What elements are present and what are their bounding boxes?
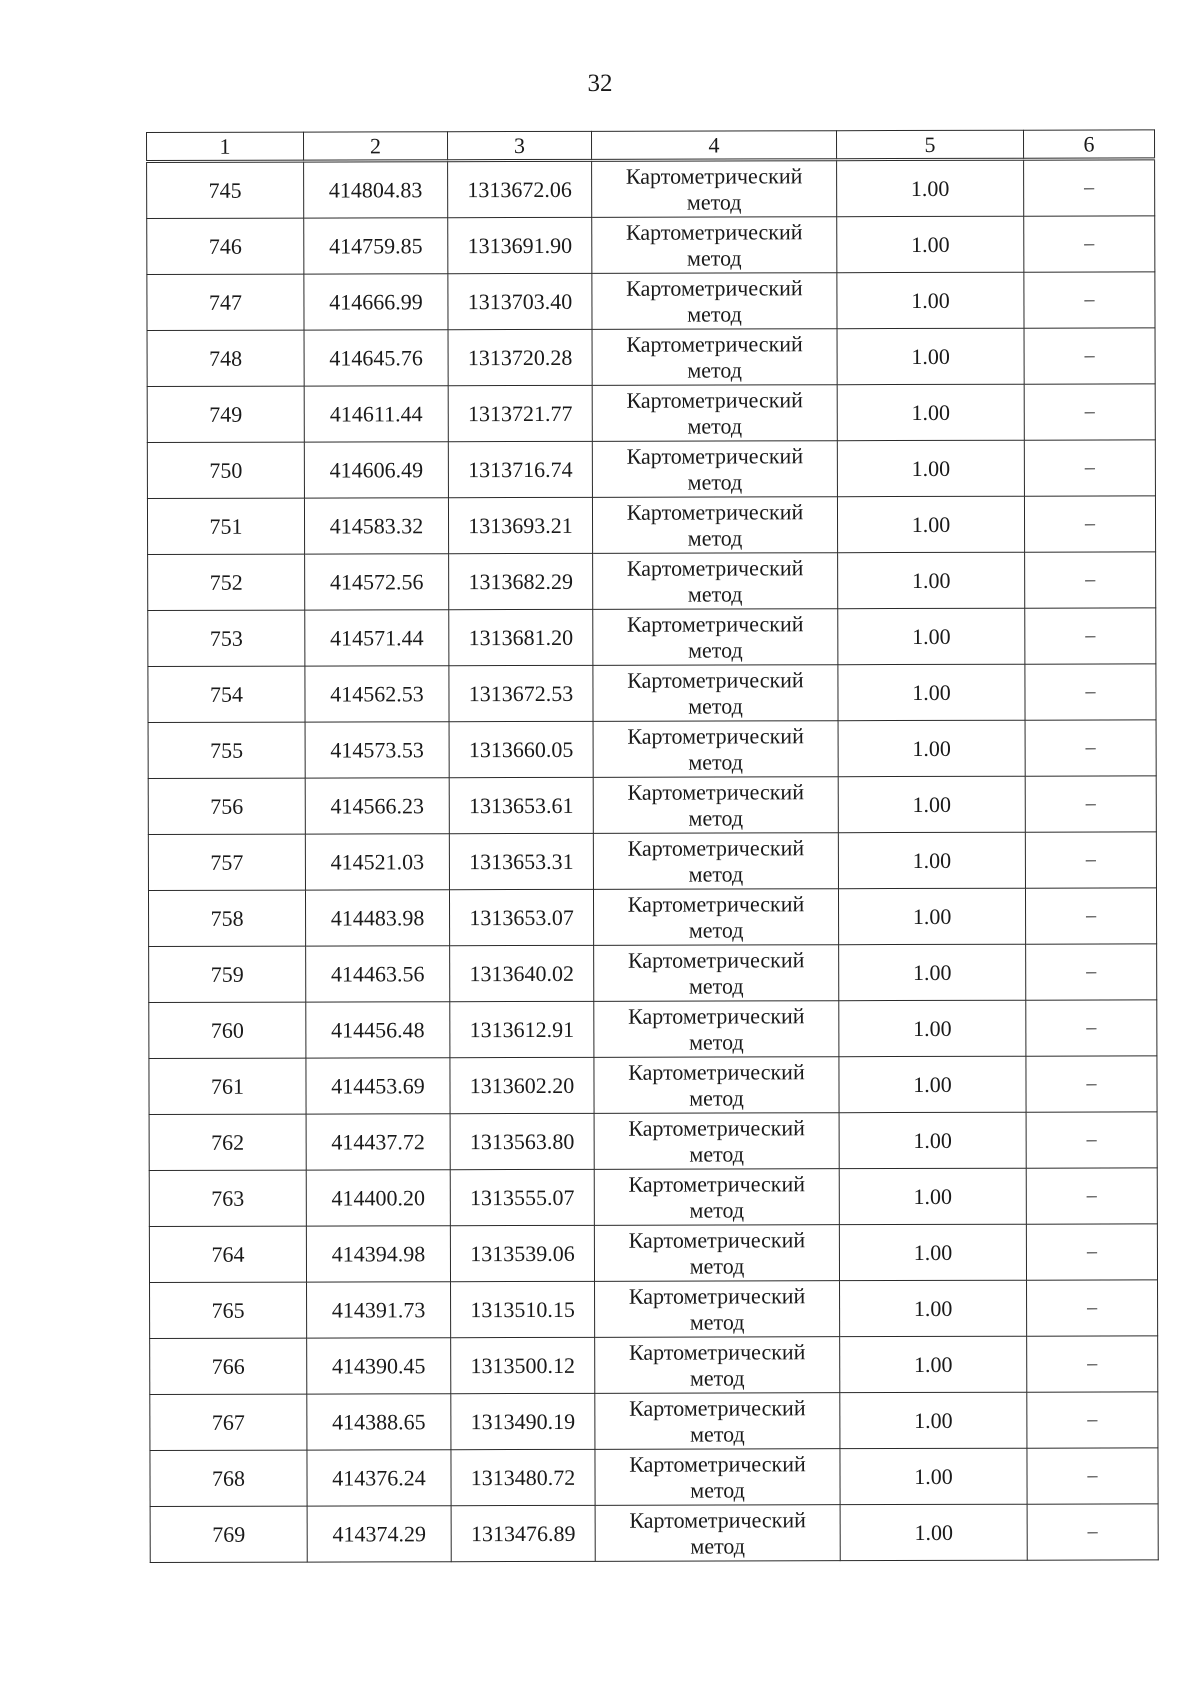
method-cell: [592, 497, 837, 554]
method-line-1: Картометрический: [627, 778, 804, 805]
method-cell: [592, 273, 837, 330]
y-coordinate-cell: 1313691.90: [448, 217, 592, 273]
note-cell: –: [1025, 720, 1156, 776]
method-line-2: метод: [687, 524, 743, 551]
header-cell-4: 4: [591, 131, 836, 161]
x-coordinate-cell: 414573.53: [305, 722, 449, 778]
y-coordinate-cell: 1313510.15: [451, 1281, 595, 1337]
note-cell: –: [1027, 1280, 1158, 1336]
header-cell-6: 6: [1023, 130, 1154, 159]
accuracy-cell: 1.00: [840, 1336, 1027, 1392]
table-row: [147, 496, 1155, 555]
method-cell: [593, 609, 838, 666]
accuracy-cell: 1.00: [840, 1448, 1027, 1504]
y-coordinate-cell: 1313721.77: [448, 385, 592, 441]
accuracy-cell: 1.00: [839, 1000, 1026, 1056]
x-coordinate-cell: 414804.83: [304, 161, 448, 218]
method-line-1: Картометрический: [625, 218, 803, 245]
method-line-2: метод: [689, 1308, 745, 1335]
point-number-cell: 748: [147, 330, 304, 386]
note-cell: –: [1025, 552, 1156, 608]
x-coordinate-cell: 414437.72: [306, 1114, 450, 1170]
note-cell: –: [1026, 1168, 1157, 1224]
y-coordinate-cell: 1313653.31: [449, 833, 593, 889]
x-coordinate-cell: 414759.85: [304, 218, 448, 274]
method-line-1: Картометрический: [628, 1058, 805, 1085]
table-row: [148, 776, 1156, 835]
method-line-2: метод: [688, 804, 744, 831]
table-row: [147, 328, 1155, 387]
x-coordinate-cell: 414376.24: [307, 1450, 451, 1506]
accuracy-cell: 1.00: [837, 496, 1024, 552]
x-coordinate-cell: 414483.98: [305, 890, 449, 946]
y-coordinate-cell: 1313539.06: [450, 1225, 594, 1281]
page-number: 32: [587, 70, 613, 97]
y-coordinate-cell: 1313612.91: [450, 1001, 594, 1057]
method-cell: [594, 1057, 839, 1114]
y-coordinate-cell: 1313672.53: [449, 665, 593, 721]
x-coordinate-cell: 414521.03: [305, 834, 449, 890]
method-cell: [593, 889, 838, 946]
table-row: [148, 608, 1156, 667]
point-number-cell: 753: [148, 610, 305, 666]
method-line-1: Картометрический: [627, 834, 805, 861]
y-coordinate-cell: 1313500.12: [451, 1337, 595, 1393]
method-line-2: метод: [689, 1252, 745, 1279]
point-number-cell: 746: [147, 218, 304, 274]
method-line-1: Картометрический: [627, 946, 805, 973]
table-row: [149, 1112, 1157, 1171]
y-coordinate-cell: 1313720.28: [448, 329, 592, 385]
y-coordinate-cell: 1313716.74: [448, 441, 592, 497]
method-cell: [594, 1225, 839, 1282]
note-cell: –: [1027, 1504, 1158, 1560]
method-cell: [592, 329, 837, 386]
method-line-1: Картометрический: [628, 1338, 806, 1365]
accuracy-cell: 1.00: [840, 1392, 1027, 1448]
table-row: [148, 664, 1156, 723]
method-line-1: Картометрический: [627, 666, 804, 693]
table-row: [149, 1056, 1157, 1115]
x-coordinate-cell: 414374.29: [307, 1506, 451, 1562]
method-line-2: метод: [688, 692, 743, 719]
accuracy-cell: 1.00: [839, 1056, 1026, 1112]
accuracy-cell: 1.00: [838, 552, 1025, 608]
method-line-2: метод: [689, 1084, 744, 1111]
method-line-2: метод: [690, 1532, 746, 1559]
note-cell: –: [1025, 664, 1156, 720]
y-coordinate-cell: 1313660.05: [449, 721, 593, 777]
method-line-1: Картометрический: [628, 1002, 805, 1029]
note-cell: –: [1024, 496, 1155, 552]
note-cell: –: [1026, 1056, 1157, 1112]
method-cell: [595, 1505, 840, 1562]
accuracy-cell: 1.00: [839, 944, 1026, 1000]
accuracy-cell: 1.00: [838, 720, 1025, 776]
method-line-1: Картометрический: [627, 610, 804, 637]
x-coordinate-cell: 414394.98: [306, 1226, 450, 1282]
method-line-1: Картометрический: [629, 1394, 806, 1421]
note-cell: –: [1025, 776, 1156, 832]
accuracy-cell: 1.00: [838, 832, 1025, 888]
method-cell: [593, 721, 838, 778]
method-line-1: Картометрический: [626, 274, 803, 301]
point-number-cell: 757: [148, 834, 305, 890]
point-number-cell: 747: [147, 274, 304, 330]
method-cell: [595, 1281, 840, 1338]
y-coordinate-cell: 1313693.21: [448, 497, 592, 553]
method-line-1: Картометрический: [629, 1506, 806, 1533]
table-row: [149, 1168, 1157, 1227]
table-row: [150, 1504, 1158, 1563]
table-row: [148, 720, 1156, 779]
table-row: [147, 440, 1155, 499]
point-number-cell: 765: [150, 1282, 307, 1338]
y-coordinate-cell: 1313555.07: [450, 1169, 594, 1225]
accuracy-cell: 1.00: [840, 1280, 1027, 1336]
y-coordinate-cell: 1313653.61: [449, 777, 593, 833]
note-cell: –: [1026, 944, 1157, 1000]
table-row: [147, 216, 1155, 275]
method-cell: [592, 160, 837, 218]
y-coordinate-cell: 1313490.19: [451, 1393, 595, 1449]
y-coordinate-cell: 1313640.02: [450, 945, 594, 1001]
x-coordinate-cell: 414562.53: [305, 666, 449, 722]
method-cell: [592, 217, 837, 274]
table-header: [147, 130, 1155, 162]
y-coordinate-cell: 1313681.20: [449, 609, 593, 665]
accuracy-cell: 1.00: [839, 1168, 1026, 1224]
method-cell: [593, 833, 838, 890]
table-row: [147, 272, 1155, 331]
note-cell: –: [1024, 159, 1155, 216]
method-line-1: Картометрический: [626, 330, 803, 357]
x-coordinate-cell: 414583.32: [304, 498, 448, 554]
point-number-cell: 751: [147, 498, 304, 554]
method-line-2: метод: [689, 1364, 745, 1391]
point-number-cell: 749: [147, 386, 304, 442]
method-cell: [594, 1169, 839, 1226]
table-row: [149, 1000, 1157, 1059]
x-coordinate-cell: 414391.73: [307, 1282, 451, 1338]
point-number-cell: 761: [149, 1058, 306, 1114]
table-row: [150, 1336, 1158, 1395]
point-number-cell: 758: [148, 890, 305, 946]
point-number-cell: 762: [149, 1114, 306, 1170]
note-cell: –: [1025, 888, 1156, 944]
note-cell: –: [1027, 1448, 1158, 1504]
method-cell: [593, 665, 838, 722]
note-cell: –: [1027, 1336, 1158, 1392]
note-cell: –: [1024, 384, 1155, 440]
accuracy-cell: 1.00: [837, 384, 1024, 440]
accuracy-cell: 1.00: [837, 328, 1024, 384]
header-cell-3: 3: [448, 131, 592, 160]
table-row: [147, 384, 1155, 443]
table-row: [150, 1280, 1158, 1339]
method-line-2: метод: [689, 1140, 744, 1167]
method-line-2: метод: [687, 356, 742, 383]
method-line-2: метод: [687, 580, 743, 607]
note-cell: –: [1027, 1392, 1158, 1448]
note-cell: –: [1025, 832, 1156, 888]
x-coordinate-cell: 414606.49: [304, 442, 448, 498]
method-line-2: метод: [688, 748, 743, 775]
point-number-cell: 767: [150, 1394, 307, 1450]
coordinates-table: [146, 129, 1159, 1563]
accuracy-cell: 1.00: [837, 159, 1024, 216]
accuracy-cell: 1.00: [838, 888, 1025, 944]
accuracy-cell: 1.00: [838, 664, 1025, 720]
x-coordinate-cell: 414566.23: [305, 778, 449, 834]
method-line-1: Картометрический: [628, 1282, 806, 1309]
table-row: [149, 944, 1157, 1003]
method-line-1: Картометрический: [628, 1226, 806, 1253]
method-line-2: метод: [688, 860, 744, 887]
method-cell: [594, 1001, 839, 1058]
header-row: [147, 130, 1155, 162]
accuracy-cell: 1.00: [838, 776, 1025, 832]
x-coordinate-cell: 414645.76: [304, 330, 448, 386]
method-line-2: метод: [688, 972, 744, 999]
header-cell-2: 2: [304, 132, 448, 161]
header-cell-1: 1: [147, 132, 304, 161]
header-cell-5: 5: [836, 130, 1023, 159]
method-line-2: метод: [687, 468, 743, 495]
y-coordinate-cell: 1313672.06: [448, 160, 592, 217]
method-line-1: Картометрический: [626, 498, 804, 525]
method-line-1: Картометрический: [626, 442, 804, 469]
method-line-1: Картометрический: [628, 1114, 805, 1141]
x-coordinate-cell: 414463.56: [306, 946, 450, 1002]
point-number-cell: 756: [148, 778, 305, 834]
table-row: [147, 159, 1155, 219]
point-number-cell: 754: [148, 666, 305, 722]
note-cell: –: [1024, 216, 1155, 272]
y-coordinate-cell: 1313682.29: [449, 553, 593, 609]
table-body: [147, 159, 1159, 1563]
x-coordinate-cell: 414572.56: [305, 554, 449, 610]
note-cell: –: [1024, 328, 1155, 384]
method-line-2: метод: [687, 244, 742, 271]
method-cell: [594, 945, 839, 1002]
accuracy-cell: 1.00: [837, 272, 1024, 328]
accuracy-cell: 1.00: [837, 440, 1024, 496]
y-coordinate-cell: 1313563.80: [450, 1113, 594, 1169]
point-number-cell: 766: [150, 1338, 307, 1394]
accuracy-cell: 1.00: [839, 1112, 1026, 1168]
x-coordinate-cell: 414390.45: [307, 1338, 451, 1394]
method-cell: [593, 553, 838, 610]
method-cell: [595, 1393, 840, 1450]
y-coordinate-cell: 1313703.40: [448, 273, 592, 329]
method-line-2: метод: [687, 412, 743, 439]
method-cell: [593, 777, 838, 834]
x-coordinate-cell: 414611.44: [304, 386, 448, 442]
method-cell: [595, 1449, 840, 1506]
method-line-2: метод: [689, 1028, 744, 1055]
x-coordinate-cell: 414453.69: [306, 1058, 450, 1114]
point-number-cell: 763: [149, 1170, 306, 1226]
point-number-cell: 752: [148, 554, 305, 610]
point-number-cell: 745: [147, 161, 304, 218]
y-coordinate-cell: 1313476.89: [451, 1505, 595, 1561]
x-coordinate-cell: 414571.44: [305, 610, 449, 666]
method-line-2: метод: [690, 1420, 745, 1447]
table-row: [150, 1448, 1158, 1507]
method-line-1: Картометрический: [627, 890, 805, 917]
accuracy-cell: 1.00: [837, 216, 1024, 272]
method-cell: [594, 1113, 839, 1170]
table-row: [149, 1224, 1157, 1283]
method-line-2: метод: [686, 188, 742, 215]
table-row: [148, 552, 1156, 611]
y-coordinate-cell: 1313653.07: [449, 889, 593, 945]
note-cell: –: [1025, 608, 1156, 664]
method-line-1: Картометрический: [626, 386, 803, 413]
method-line-1: Картометрический: [627, 722, 804, 749]
x-coordinate-cell: 414388.65: [307, 1394, 451, 1450]
point-number-cell: 755: [148, 722, 305, 778]
point-number-cell: 760: [149, 1002, 306, 1058]
accuracy-cell: 1.00: [838, 608, 1025, 664]
method-cell: [592, 441, 837, 498]
table-row: [150, 1392, 1158, 1451]
note-cell: –: [1026, 1000, 1157, 1056]
method-line-1: Картометрический: [629, 1450, 806, 1477]
method-line-1: Картометрический: [626, 554, 804, 581]
y-coordinate-cell: 1313480.72: [451, 1449, 595, 1505]
method-line-1: Картометрический: [625, 162, 803, 189]
method-cell: [595, 1337, 840, 1394]
accuracy-cell: 1.00: [840, 1504, 1027, 1560]
x-coordinate-cell: 414400.20: [306, 1170, 450, 1226]
y-coordinate-cell: 1313602.20: [450, 1057, 594, 1113]
method-line-2: метод: [689, 1196, 745, 1223]
method-line-2: метод: [687, 300, 742, 327]
point-number-cell: 769: [150, 1506, 307, 1562]
method-line-2: метод: [688, 916, 744, 943]
x-coordinate-cell: 414666.99: [304, 274, 448, 330]
note-cell: –: [1026, 1224, 1157, 1280]
method-line-2: метод: [688, 636, 743, 663]
note-cell: –: [1024, 440, 1155, 496]
note-cell: –: [1026, 1112, 1157, 1168]
point-number-cell: 768: [150, 1450, 307, 1506]
note-cell: –: [1024, 272, 1155, 328]
method-cell: [592, 385, 837, 442]
x-coordinate-cell: 414456.48: [306, 1002, 450, 1058]
accuracy-cell: 1.00: [839, 1224, 1026, 1280]
point-number-cell: 750: [147, 442, 304, 498]
table-row: [148, 888, 1156, 947]
point-number-cell: 764: [149, 1226, 306, 1282]
method-line-1: Картометрический: [628, 1170, 806, 1197]
point-number-cell: 759: [149, 946, 306, 1002]
table-row: [148, 832, 1156, 891]
method-line-2: метод: [690, 1476, 745, 1503]
